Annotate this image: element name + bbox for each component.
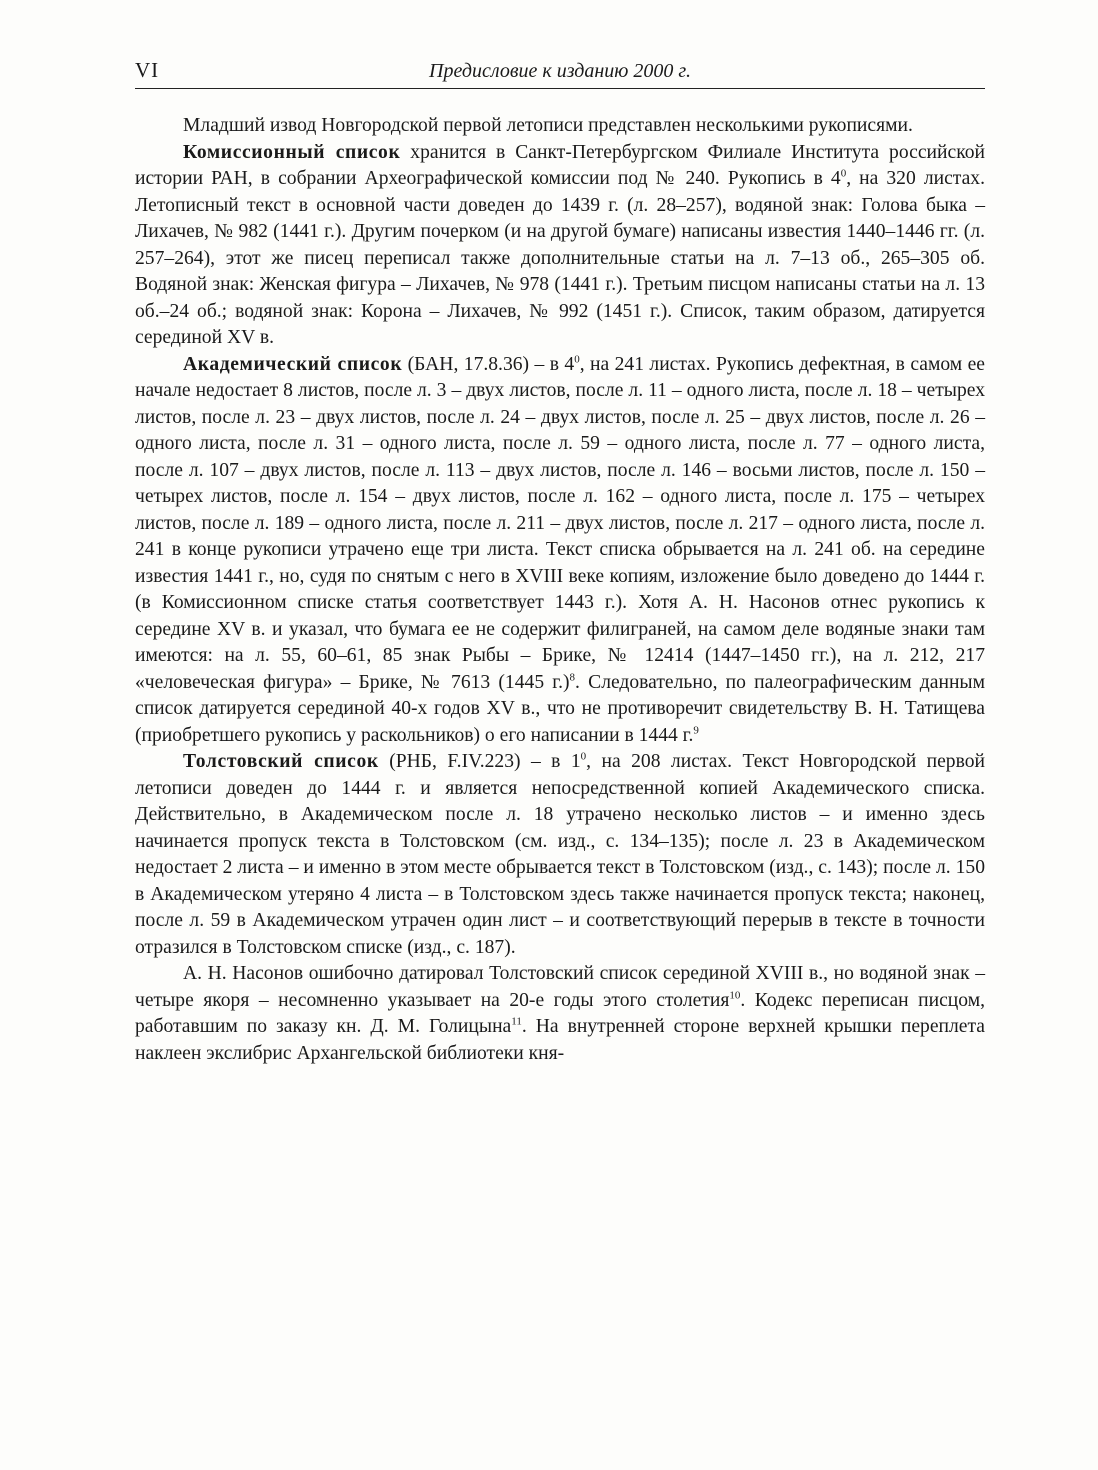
paragraph-text: , на 208 листах. Текст Новгородской первой летописи доведен до 1444 г. и является непосредственной копией Академического списка. Действительно, в Академическом после л. 18 утрачено несколько листов – и именно здесь начинается пропуск текста в Толстовском (см. изд., с. 134–135); после л. 23 в Академическом недостает 2 листа – и именно в этом месте обрывается текст в Толстовском (изд., с. 143); после л. 150 в Академическом утеряно 4 листа – в Толстовском здесь также начинается пропуск текста; наконец, после л. 59 в Академическом утрачен один лист – и соответствующий перерыв в тексте в точности отразился в Толстовском списке (изд., с. 187). <box>135 751 986 958</box>
footnote-ref-8[interactable]: 8 <box>569 670 576 683</box>
paragraph-nasonov <box>135 961 985 1067</box>
footnote-ref-11[interactable]: 11 <box>511 1015 522 1028</box>
paragraph-intro <box>135 113 985 140</box>
paragraph-text: . На внутренней стороне верхней крышки переплета наклеен экслибрис Архангельской библиотеки кня- <box>135 1016 986 1064</box>
paragraph-text: , на 241 листах. Рукопись дефектная, в самом ее начале недостает 8 листов, после л. 3 – двух листов, после л. 11 – одного листа, после л. 18 – четырех листов, после л. 23 – двух листов, после л. 24 – двух листов, после л. 25 – двух листов, после л. 26 – одного листа, после л. 31 – одного листа, после л. 59 – одного листа, после л. 77 – одного листа, после л. 107 – двух листов, после л. 113 – двух листов, после л. 146 – восьми листов, после л. 150 – четырех листов, после л. 154 – двух листов, после л. 162 – одного листа, после л. 175 – четырех листов, после л. 189 – одного листа, после л. 211 – двух листов, после л. 217 – одного листа, после л. 241 в конце рукописи утрачено еще три листа. Текст списка обрывается на л. 241 об. на середине известия 1441 г., но, судя по снятым с него в XVIII веке копиям, изложение было доведено до 1444 г. (в Комиссионном списке статья соответствует 1443 г.). Хотя А. Н. Насонов отнес рукопись к середине XV в. и указал, что бумага ее не содержит филиграней, на самом деле водяные знаки там имеются: на л. 55, 60–61, 85 знак Рыбы – Брике, № 12414 (1447–1450 гг.), на л. 212, 217 «человеческая фигура» – Брике, № 7613 (1445 г.) <box>135 353 985 693</box>
paragraph-text: (БАН, 17.8.36) – в 4 <box>402 353 575 375</box>
paragraph-text: хранится в Санкт-Петербургском Филиале Института российской истории РАН, в собрании Археографической комиссии под № 240. Рукопись в 4 <box>135 141 985 189</box>
paragraph-lead: Толстовский список <box>183 751 379 772</box>
paragraph-lead: Академический список <box>183 353 403 375</box>
paragraph-komissionny <box>135 140 985 352</box>
paragraph-text: . Следовательно, по палеографическим данным список датируется серединой 40-х годов XV в., что не противоречит свидетельству В. Н. Татищева (приобретшего рукопись у раскольников) о его написании в 1444 г. <box>135 671 985 746</box>
book-page <box>135 52 985 1067</box>
paragraph-text: , на 320 листах. Летописный текст в основной части доведен до 1439 г. (л. 28–257), водяной знак: Голова быка – Лихачев, № 982 (1441 г.). Другим почерком (и на другой бумаге) написаны известия 1440–1446 гг. (л. 257–264), этот же писец переписал также дополнительные статьи на л. 7–13 об., 265–305 об. Водяной знак: Женская фигура – Лихачев, № 978 (1441 г.). Третьим писцом написаны статьи на л. 13 об.–24 об.; водяной знак: Корона – Лихачев, № 992 (1451 г.). Список, таким образом, датируется серединой XV в. <box>135 168 985 348</box>
superscript: 0 <box>574 352 580 365</box>
paragraph-text: А. Н. Насонов ошибочно датировал Толстовский список серединой XVIII в., но водяной знак – четыре якоря – несомненно указывает на 20-е годы этого столетия <box>135 963 985 1011</box>
paragraph-text: (РНБ, F.IV.223) – в 1 <box>378 751 581 772</box>
page-header <box>135 52 985 89</box>
superscript: 0 <box>840 167 847 180</box>
footnote-ref-9[interactable]: 9 <box>693 723 699 736</box>
footnote-ref-10[interactable]: 10 <box>729 988 741 1001</box>
page-number: VI <box>135 58 160 82</box>
paragraph-tolstovsky <box>135 749 985 961</box>
body-text <box>135 113 985 1067</box>
paragraph-text: . Кодекс переписан писцом, работавшим по заказу кн. Д. М. Голицына <box>135 989 985 1037</box>
paragraph-lead: Комиссионный список <box>183 141 401 163</box>
paragraph-akademichesky <box>135 352 985 750</box>
paragraph-text: Младший извод Новгородской первой летописи представлен несколькими рукописями. <box>183 115 913 136</box>
superscript: 0 <box>580 750 587 763</box>
running-title: Предисловие к изданию 2000 г. <box>429 60 691 82</box>
